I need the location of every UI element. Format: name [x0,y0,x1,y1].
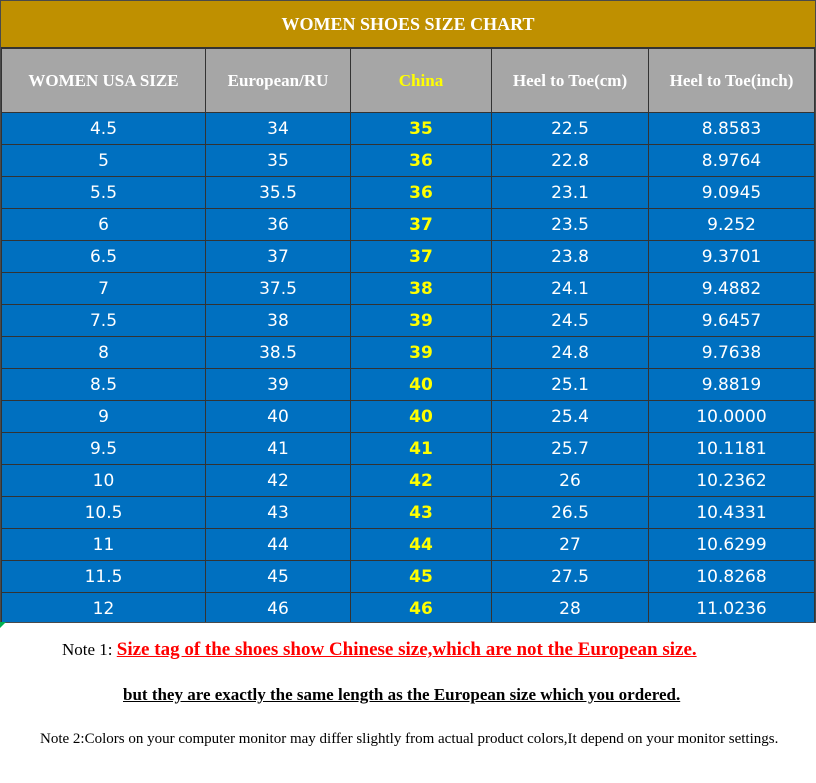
cell-european-size: 37.5 [206,273,351,305]
cell-usa-size: 8.5 [2,369,206,401]
cell-usa-size: 12 [2,593,206,624]
cell-china-size: 39 [351,305,492,337]
cell-china-size: 42 [351,465,492,497]
cell-heel-toe-cm: 25.1 [492,369,649,401]
cell-usa-size: 4.5 [2,113,206,145]
cell-european-size: 46 [206,593,351,624]
cell-heel-toe-cm: 27.5 [492,561,649,593]
cell-heel-toe-inch: 11.0236 [649,593,815,624]
cell-heel-toe-inch: 9.7638 [649,337,815,369]
table-row [2,529,815,561]
cell-china-size: 35 [351,113,492,145]
table-row [2,401,815,433]
cell-european-size: 44 [206,529,351,561]
cell-usa-size: 7 [2,273,206,305]
header-china-size: China [351,49,492,113]
note-1 [62,639,697,661]
size-table [1,48,815,623]
cell-heel-toe-inch: 10.2362 [649,465,815,497]
header-heel-toe-cm: Heel to Toe(cm) [492,49,649,113]
cell-china-size: 39 [351,337,492,369]
cell-heel-toe-inch: 10.1181 [649,433,815,465]
note-2: Note 2:Colors on your computer monitor may differ slightly from actual product colors,It depend on your monitor settings. [40,731,779,747]
note-1-warning: Size tag of the shoes show Chinese size,which are not the European size. [116,639,697,660]
table-row [2,145,815,177]
cell-european-size: 38.5 [206,337,351,369]
note-1-label: Note 1: [62,640,113,659]
cell-heel-toe-cm: 26 [492,465,649,497]
table-row [2,177,815,209]
cell-heel-toe-cm: 28 [492,593,649,624]
table-row [2,113,815,145]
table-row [2,209,815,241]
cell-heel-toe-cm: 27 [492,529,649,561]
header-heel-toe-inch: Heel to Toe(inch) [649,49,815,113]
cell-heel-toe-inch: 10.8268 [649,561,815,593]
cell-heel-toe-cm: 22.8 [492,145,649,177]
cell-china-size: 38 [351,273,492,305]
cell-european-size: 35 [206,145,351,177]
table-row [2,369,815,401]
cell-china-size: 36 [351,177,492,209]
table-row [2,305,815,337]
cell-heel-toe-inch: 10.0000 [649,401,815,433]
cell-european-size: 38 [206,305,351,337]
cell-european-size: 42 [206,465,351,497]
cell-european-size: 43 [206,497,351,529]
cell-usa-size: 9.5 [2,433,206,465]
cell-china-size: 44 [351,529,492,561]
cell-china-size: 43 [351,497,492,529]
cell-european-size: 45 [206,561,351,593]
cell-china-size: 40 [351,369,492,401]
table-row [2,337,815,369]
cell-european-size: 40 [206,401,351,433]
cell-china-size: 41 [351,433,492,465]
cell-heel-toe-cm: 24.8 [492,337,649,369]
cell-usa-size: 8 [2,337,206,369]
corner-marker [0,622,6,628]
cell-usa-size: 7.5 [2,305,206,337]
cell-heel-toe-cm: 23.5 [492,209,649,241]
cell-china-size: 45 [351,561,492,593]
table-row [2,241,815,273]
cell-heel-toe-cm: 26.5 [492,497,649,529]
cell-china-size: 37 [351,241,492,273]
cell-european-size: 39 [206,369,351,401]
cell-european-size: 34 [206,113,351,145]
cell-usa-size: 5 [2,145,206,177]
cell-usa-size: 6.5 [2,241,206,273]
cell-heel-toe-inch: 10.6299 [649,529,815,561]
cell-heel-toe-inch: 8.9764 [649,145,815,177]
cell-heel-toe-cm: 24.5 [492,305,649,337]
note-1-continuation: but they are exactly the same length as the European size which you ordered. [123,685,681,704]
cell-european-size: 35.5 [206,177,351,209]
cell-european-size: 37 [206,241,351,273]
cell-heel-toe-inch: 8.8583 [649,113,815,145]
cell-heel-toe-cm: 25.4 [492,401,649,433]
cell-european-size: 41 [206,433,351,465]
cell-european-size: 36 [206,209,351,241]
cell-heel-toe-cm: 22.5 [492,113,649,145]
cell-heel-toe-inch: 9.3701 [649,241,815,273]
cell-heel-toe-inch: 9.4882 [649,273,815,305]
cell-heel-toe-cm: 23.1 [492,177,649,209]
header-row [2,49,815,113]
table-row [2,593,815,624]
cell-heel-toe-cm: 23.8 [492,241,649,273]
cell-usa-size: 9 [2,401,206,433]
header-european-size: European/RU [206,49,351,113]
table-row [2,561,815,593]
table-row [2,273,815,305]
cell-heel-toe-inch: 10.4331 [649,497,815,529]
cell-usa-size: 10.5 [2,497,206,529]
cell-usa-size: 11.5 [2,561,206,593]
cell-heel-toe-cm: 24.1 [492,273,649,305]
cell-usa-size: 11 [2,529,206,561]
header-usa-size: WOMEN USA SIZE [2,49,206,113]
table-row [2,497,815,529]
table-row [2,433,815,465]
cell-heel-toe-inch: 9.0945 [649,177,815,209]
cell-china-size: 40 [351,401,492,433]
cell-usa-size: 6 [2,209,206,241]
cell-china-size: 37 [351,209,492,241]
cell-heel-toe-inch: 9.8819 [649,369,815,401]
cell-heel-toe-inch: 9.252 [649,209,815,241]
cell-china-size: 36 [351,145,492,177]
table-row [2,465,815,497]
cell-heel-toe-cm: 25.7 [492,433,649,465]
chart-title: WOMEN SHOES SIZE CHART [1,1,815,48]
cell-usa-size: 10 [2,465,206,497]
cell-usa-size: 5.5 [2,177,206,209]
cell-heel-toe-inch: 9.6457 [649,305,815,337]
cell-china-size: 46 [351,593,492,624]
